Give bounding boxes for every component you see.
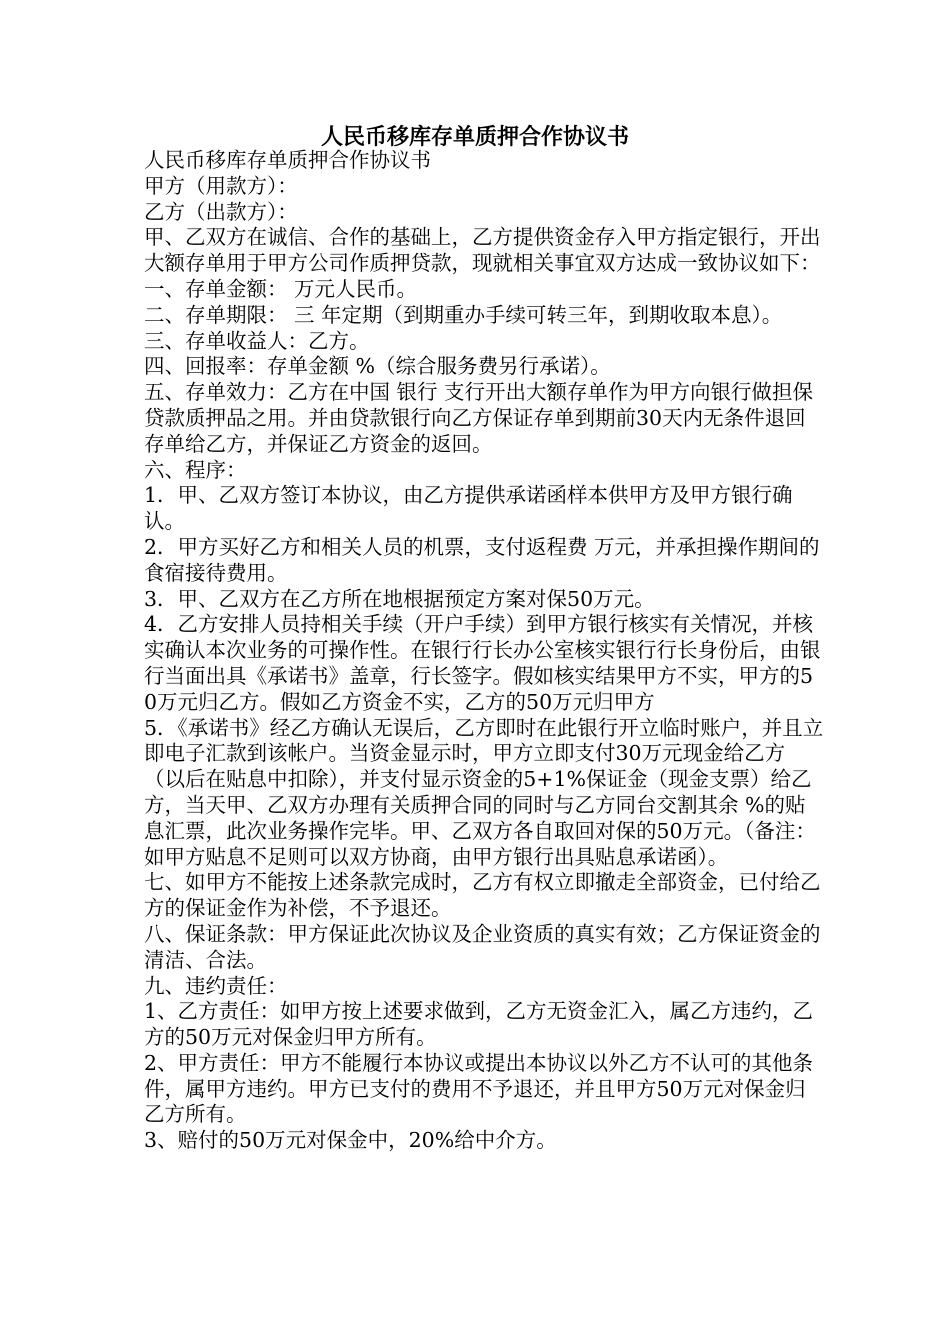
paragraph-party-a: 甲方（用款方）： [144, 173, 298, 198]
clause-beneficiary: 三、存单收益人：乙方。 [144, 328, 370, 353]
document-body [144, 148, 824, 1154]
procedure-step-2: 2．甲方买好乙方和相关人员的机票，支付返程费 万元，并承担操作期间的食宿接待费用。 [144, 534, 820, 585]
clause-amount: 一、存单金额： 万元人民币。 [144, 276, 418, 301]
procedure-step-3: 3．甲、乙双方在乙方所在地根据预定方案对保50万元。 [144, 586, 655, 611]
procedure-step-1: 1．甲、乙双方签订本协议，由乙方提供承诺函样本供甲方及甲方银行确认。 [144, 483, 793, 534]
clause-default-withdraw: 七、如甲方不能按上述条款完成时，乙方有权立即撤走全部资金，已付给乙方的保证金作为补偿，不予退还。 [144, 870, 821, 921]
clause-validity: 五、存单效力：乙方在中国 银行 支行开出大额存单作为甲方向银行做担保贷款质押品之用。并由贷款银行向乙方保证存单到期前30天内无条件退回存单给乙方，并保证乙方资金的返回。 [144, 380, 814, 456]
clause-term: 二、存单期限： 三 年定期（到期重办手续可转三年，到期收取本息）。 [144, 302, 783, 327]
clause-return-rate: 四、回报率：存单金额 %（综合服务费另行承诺）。 [144, 354, 611, 379]
paragraph-party-b: 乙方（出款方）： [144, 199, 298, 224]
paragraph-subtitle: 人民币移库存单质押合作协议书 [144, 148, 431, 172]
liability-party-a: 2、甲方责任：甲方不能履行本协议或提出本协议以外乙方不认可的其他条件，属甲方违约。甲方已支付的费用不予退还，并且甲方50万元对保金归乙方所有。 [144, 1050, 814, 1127]
document-title: 人民币移库存单质押合作协议书 [320, 124, 629, 150]
clause-procedure-heading: 六、程序： [144, 457, 247, 482]
clause-liability-heading: 九、违约责任： [144, 973, 288, 998]
liability-compensation: 3、赔付的50万元对保金中，20%给中介方。 [144, 1128, 557, 1153]
clause-guarantee: 八、保证条款：甲方保证此次协议及企业资质的真实有效；乙方保证资金的清洁、合法。 [144, 921, 821, 972]
paragraph-preamble: 甲、乙双方在诚信、合作的基础上，乙方提供资金存入甲方指定银行，开出大额存单用于甲方公司作质押贷款，现就相关事宜双方达成一致协议如下： [144, 225, 821, 276]
liability-party-b: 1、乙方责任：如甲方按上述要求做到，乙方无资金汇入，属乙方违约，乙方的50万元对保金归甲方所有。 [144, 999, 814, 1050]
procedure-step-4: 4．乙方安排人员持相关手续（开户手续）到甲方银行核实有关情况，并核实确认本次业务的可操作性。在银行行长办公室核实银行行长身份后，由银行当面出具《承诺书》盖章，行长签字。假如核实结果甲方不实，甲方的50万元归乙方。假如乙方资金不实，乙方的50万元归甲方 [144, 612, 821, 714]
procedure-step-5: 5．《承诺书》经乙方确认无误后，乙方即时在此银行开立临时账户，并且立即电子汇款到该帐户。当资金显示时，甲方立即支付30万元现金给乙方（以后在贴息中扣除），并支付显示资金的5+1%保证金（现金支票）给乙方，当天甲、乙双方办理有关质押合同的同时与乙方同台交割其余 %的贴息汇票，此次业务操作完毕。甲、乙双方各自取回对保的50万元。（备注：如甲方贴息不足则可以双方协商，由甲方银行出具贴息承诺函）。 [144, 715, 824, 869]
